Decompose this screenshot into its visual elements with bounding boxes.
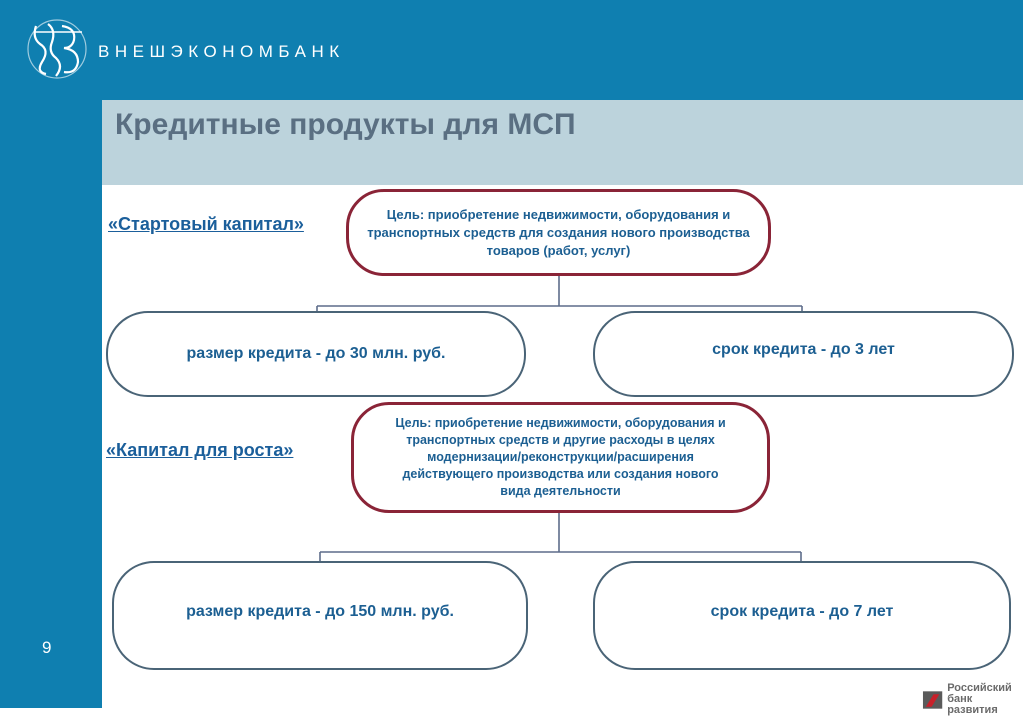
- credit-size-text: размер кредита - до 30 млн. руб.: [186, 345, 446, 362]
- goal-text: Цель: приобретение недвижимости, оборудования и транспортных средств для создания нового производства товаров (работ, услуг): [367, 206, 750, 258]
- credit-term-box-start-capital: [593, 311, 1014, 397]
- credit-size-box-start-capital: [106, 311, 526, 397]
- page-title: Кредитные продукты для МСП: [115, 108, 576, 141]
- credit-term-text: срок кредита - до 7 лет: [710, 602, 894, 620]
- footer-line1: Российский: [947, 682, 1012, 694]
- product-name-start-capital: «Стартовый капитал»: [108, 214, 304, 234]
- goal-text: Цель: приобретение недвижимости, оборудования и транспортных средств и другие расходы в целях модернизации/реконструкции/расширения действующего производства или создания нового вида деятельности: [395, 416, 726, 498]
- goal-box-growth-capital: [351, 402, 770, 513]
- brand-name: ВНЕШЭКОНОМБАНК: [98, 42, 345, 61]
- footer-line2: банк развития: [947, 693, 998, 716]
- credit-term-box-growth-capital: [593, 561, 1011, 670]
- credit-size-box-growth-capital: [112, 561, 528, 670]
- credit-term-text: срок кредита - до 3 лет: [712, 341, 895, 358]
- page-number: 9: [42, 638, 52, 657]
- footer-logo: [922, 683, 1023, 716]
- product-name-growth-capital: «Капитал для роста»: [106, 440, 294, 460]
- credit-size-text: размер кредита - до 150 млн. руб.: [186, 602, 454, 620]
- goal-box-start-capital: [346, 189, 771, 276]
- rosbank-development-icon: [922, 690, 943, 710]
